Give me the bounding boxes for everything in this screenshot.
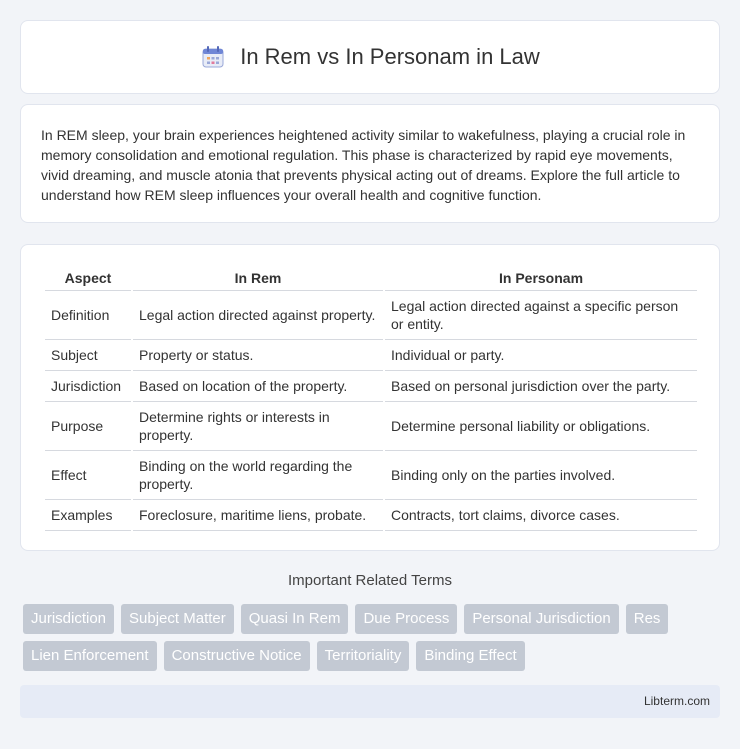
cell-in-rem: Foreclosure, maritime liens, probate. [133,500,383,531]
column-header-in-rem: In Rem [133,267,383,291]
comparison-table [43,267,699,531]
cell-in-rem: Based on location of the property. [133,371,383,402]
cell-aspect: Subject [45,340,131,371]
footer [20,685,720,718]
cell-in-rem: Determine rights or interests in property. [133,402,383,451]
intro-card [20,104,720,223]
related-terms-tags [23,604,723,671]
cell-in-personam: Based on personal jurisdiction over the party. [385,371,697,402]
comparison-table-card [20,244,720,551]
cell-in-rem: Property or status. [133,340,383,371]
cell-in-personam: Binding only on the parties involved. [385,451,697,500]
column-header-aspect: Aspect [45,267,131,291]
tag-lien-enforcement[interactable]: Lien Enforcement [23,641,157,671]
cell-in-rem: Legal action directed against property. [133,291,383,340]
related-terms-title: Important Related Terms [288,572,452,589]
cell-aspect: Purpose [45,402,131,451]
header-card [20,20,720,94]
tag-binding-effect[interactable]: Binding Effect [416,641,524,671]
tag-res[interactable]: Res [626,604,669,634]
calendar-icon [200,44,226,70]
cell-in-personam: Legal action directed against a specific person or entity. [385,291,697,340]
table-row [45,340,697,371]
table-row [45,402,697,451]
tag-due-process[interactable]: Due Process [355,604,457,634]
cell-in-personam: Determine personal liability or obligations. [385,402,697,451]
tag-personal-jurisdiction[interactable]: Personal Jurisdiction [464,604,618,634]
table-row [45,371,697,402]
page-title: In Rem vs In Personam in Law [240,44,540,69]
table-row [45,291,697,340]
tag-jurisdiction[interactable]: Jurisdiction [23,604,114,634]
tag-territoriality[interactable]: Territoriality [317,641,410,671]
title-wrap [200,44,540,70]
tag-quasi-in-rem[interactable]: Quasi In Rem [241,604,349,634]
cell-aspect: Effect [45,451,131,500]
intro-text: In REM sleep, your brain experiences heightened activity similar to wakefulness, playing a crucial role in memory consolidation and emotional regulation. This phase is characterized by rapid eye movements, vivid dreaming, and muscle atonia that prevents physical acting out of dreams. Explore the full article to understand how REM sleep influences your overall health and cognitive function. [41,127,686,203]
column-header-in-personam: In Personam [385,267,697,291]
cell-in-personam: Individual or party. [385,340,697,371]
cell-aspect: Definition [45,291,131,340]
cell-in-rem: Binding on the world regarding the property. [133,451,383,500]
tag-constructive-notice[interactable]: Constructive Notice [164,641,310,671]
cell-in-personam: Contracts, tort claims, divorce cases. [385,500,697,531]
cell-aspect: Jurisdiction [45,371,131,402]
table-header-row [45,267,697,291]
cell-aspect: Examples [45,500,131,531]
table-row [45,500,697,531]
table-row [45,451,697,500]
footer-link[interactable]: Libterm.com [643,694,710,708]
tag-subject-matter[interactable]: Subject Matter [121,604,234,634]
